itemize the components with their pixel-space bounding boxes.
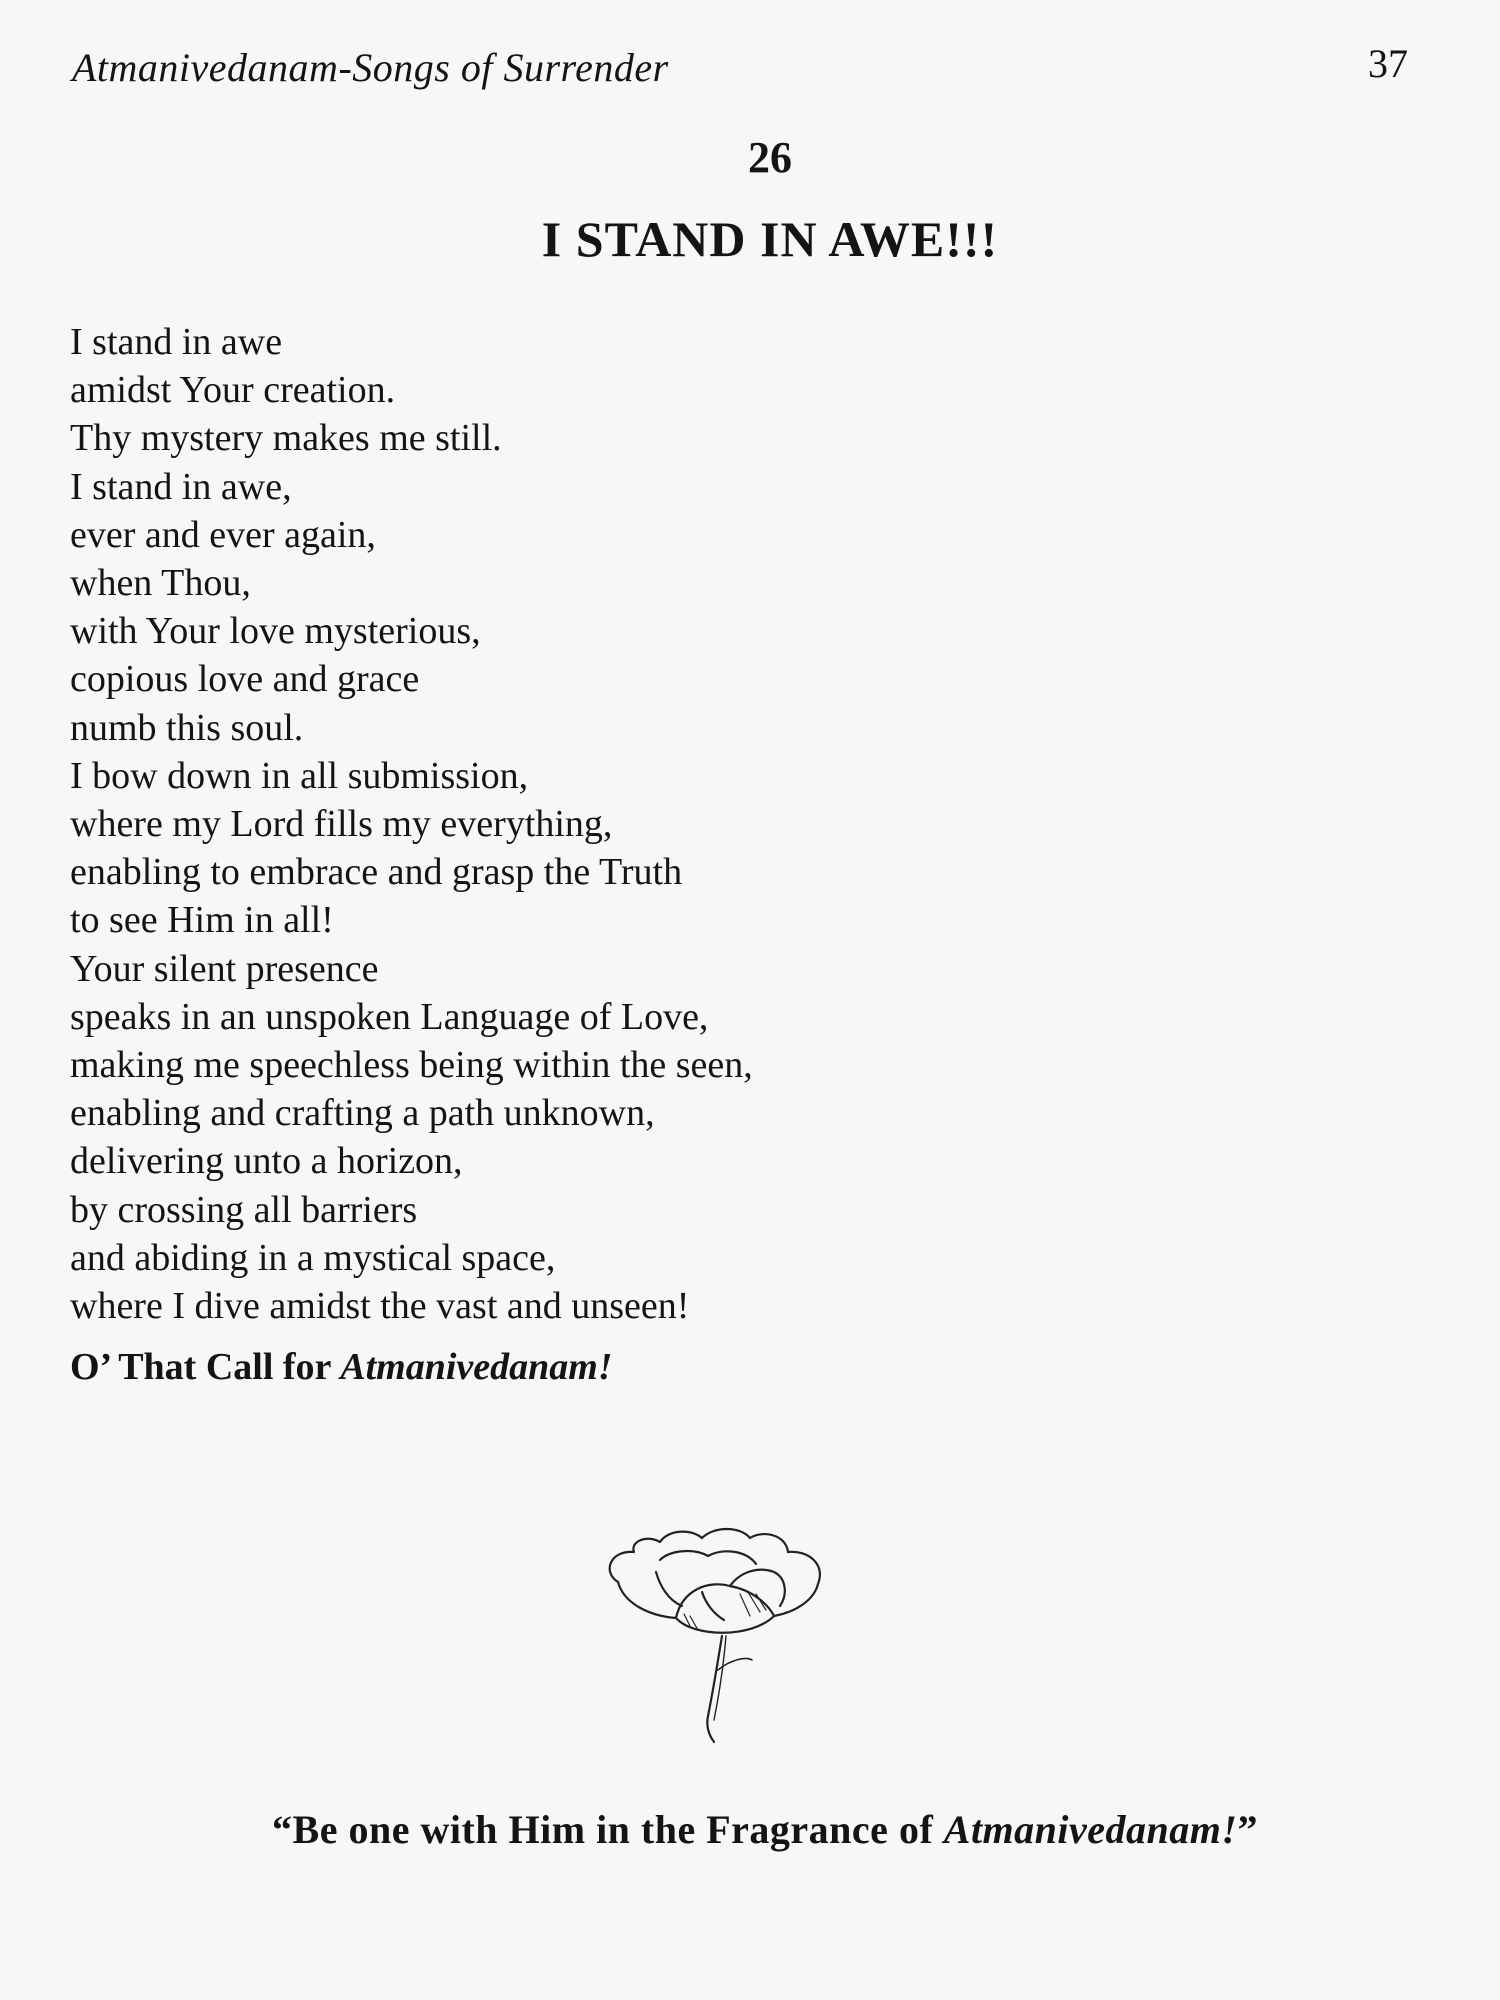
- poem-line: speaks in an unspoken Language of Love,: [70, 995, 709, 1038]
- running-title: Atmanivedanam-Songs of Surrender: [72, 45, 669, 90]
- poem-number: 26: [748, 133, 792, 182]
- poem-line: enabling and crafting a path unknown,: [70, 1092, 655, 1135]
- page-number: 37: [1368, 41, 1408, 86]
- poem-line: amidst Your creation.: [70, 369, 396, 412]
- poem-line: I stand in awe: [70, 321, 283, 363]
- poem-line: and abiding in a mystical space,: [70, 1236, 556, 1279]
- poem-line: where I dive amidst the vast and unseen!: [70, 1285, 690, 1328]
- rose-sketch-icon: [590, 1520, 850, 1750]
- footer-quote: [0, 1806, 1500, 1853]
- poem-line: to see Him in all!: [70, 899, 334, 942]
- poem-line: with Your love mysterious,: [70, 610, 481, 653]
- poem-line: enabling to embrace and grasp the Truth: [70, 851, 683, 894]
- poem-line: I stand in awe,: [70, 465, 292, 508]
- closing-emphasis: Atmanivedanam!: [340, 1346, 613, 1388]
- poem-line: copious love and grace: [70, 658, 420, 701]
- poem-line: when Thou,: [70, 562, 251, 605]
- closing-prefix: O’ That Call for: [70, 1346, 341, 1388]
- poem-line: where my Lord fills my everything,: [70, 803, 613, 846]
- poem-line: numb this soul.: [70, 706, 304, 749]
- closing-line: [70, 1345, 613, 1389]
- poem-line: by crossing all barriers: [70, 1188, 418, 1231]
- poem-title: I STAND IN AWE!!!: [541, 211, 999, 267]
- poem-line: I bow down in all submission,: [70, 754, 529, 797]
- poem-line: Your silent presence: [70, 947, 379, 990]
- footer-quote-close: ”: [1237, 1807, 1258, 1852]
- poem-line: delivering unto a horizon,: [70, 1140, 463, 1183]
- footer-quote-emphasis: Atmanivedanam!: [943, 1807, 1238, 1852]
- poem-line: making me speechless being within the seen,: [70, 1044, 753, 1087]
- footer-quote-text: “Be one with Him in the Fragrance of: [272, 1807, 944, 1852]
- poem-line: Thy mystery makes me still.: [70, 417, 502, 460]
- poem-body: [70, 318, 753, 1330]
- poem-line: ever and ever again,: [70, 513, 376, 556]
